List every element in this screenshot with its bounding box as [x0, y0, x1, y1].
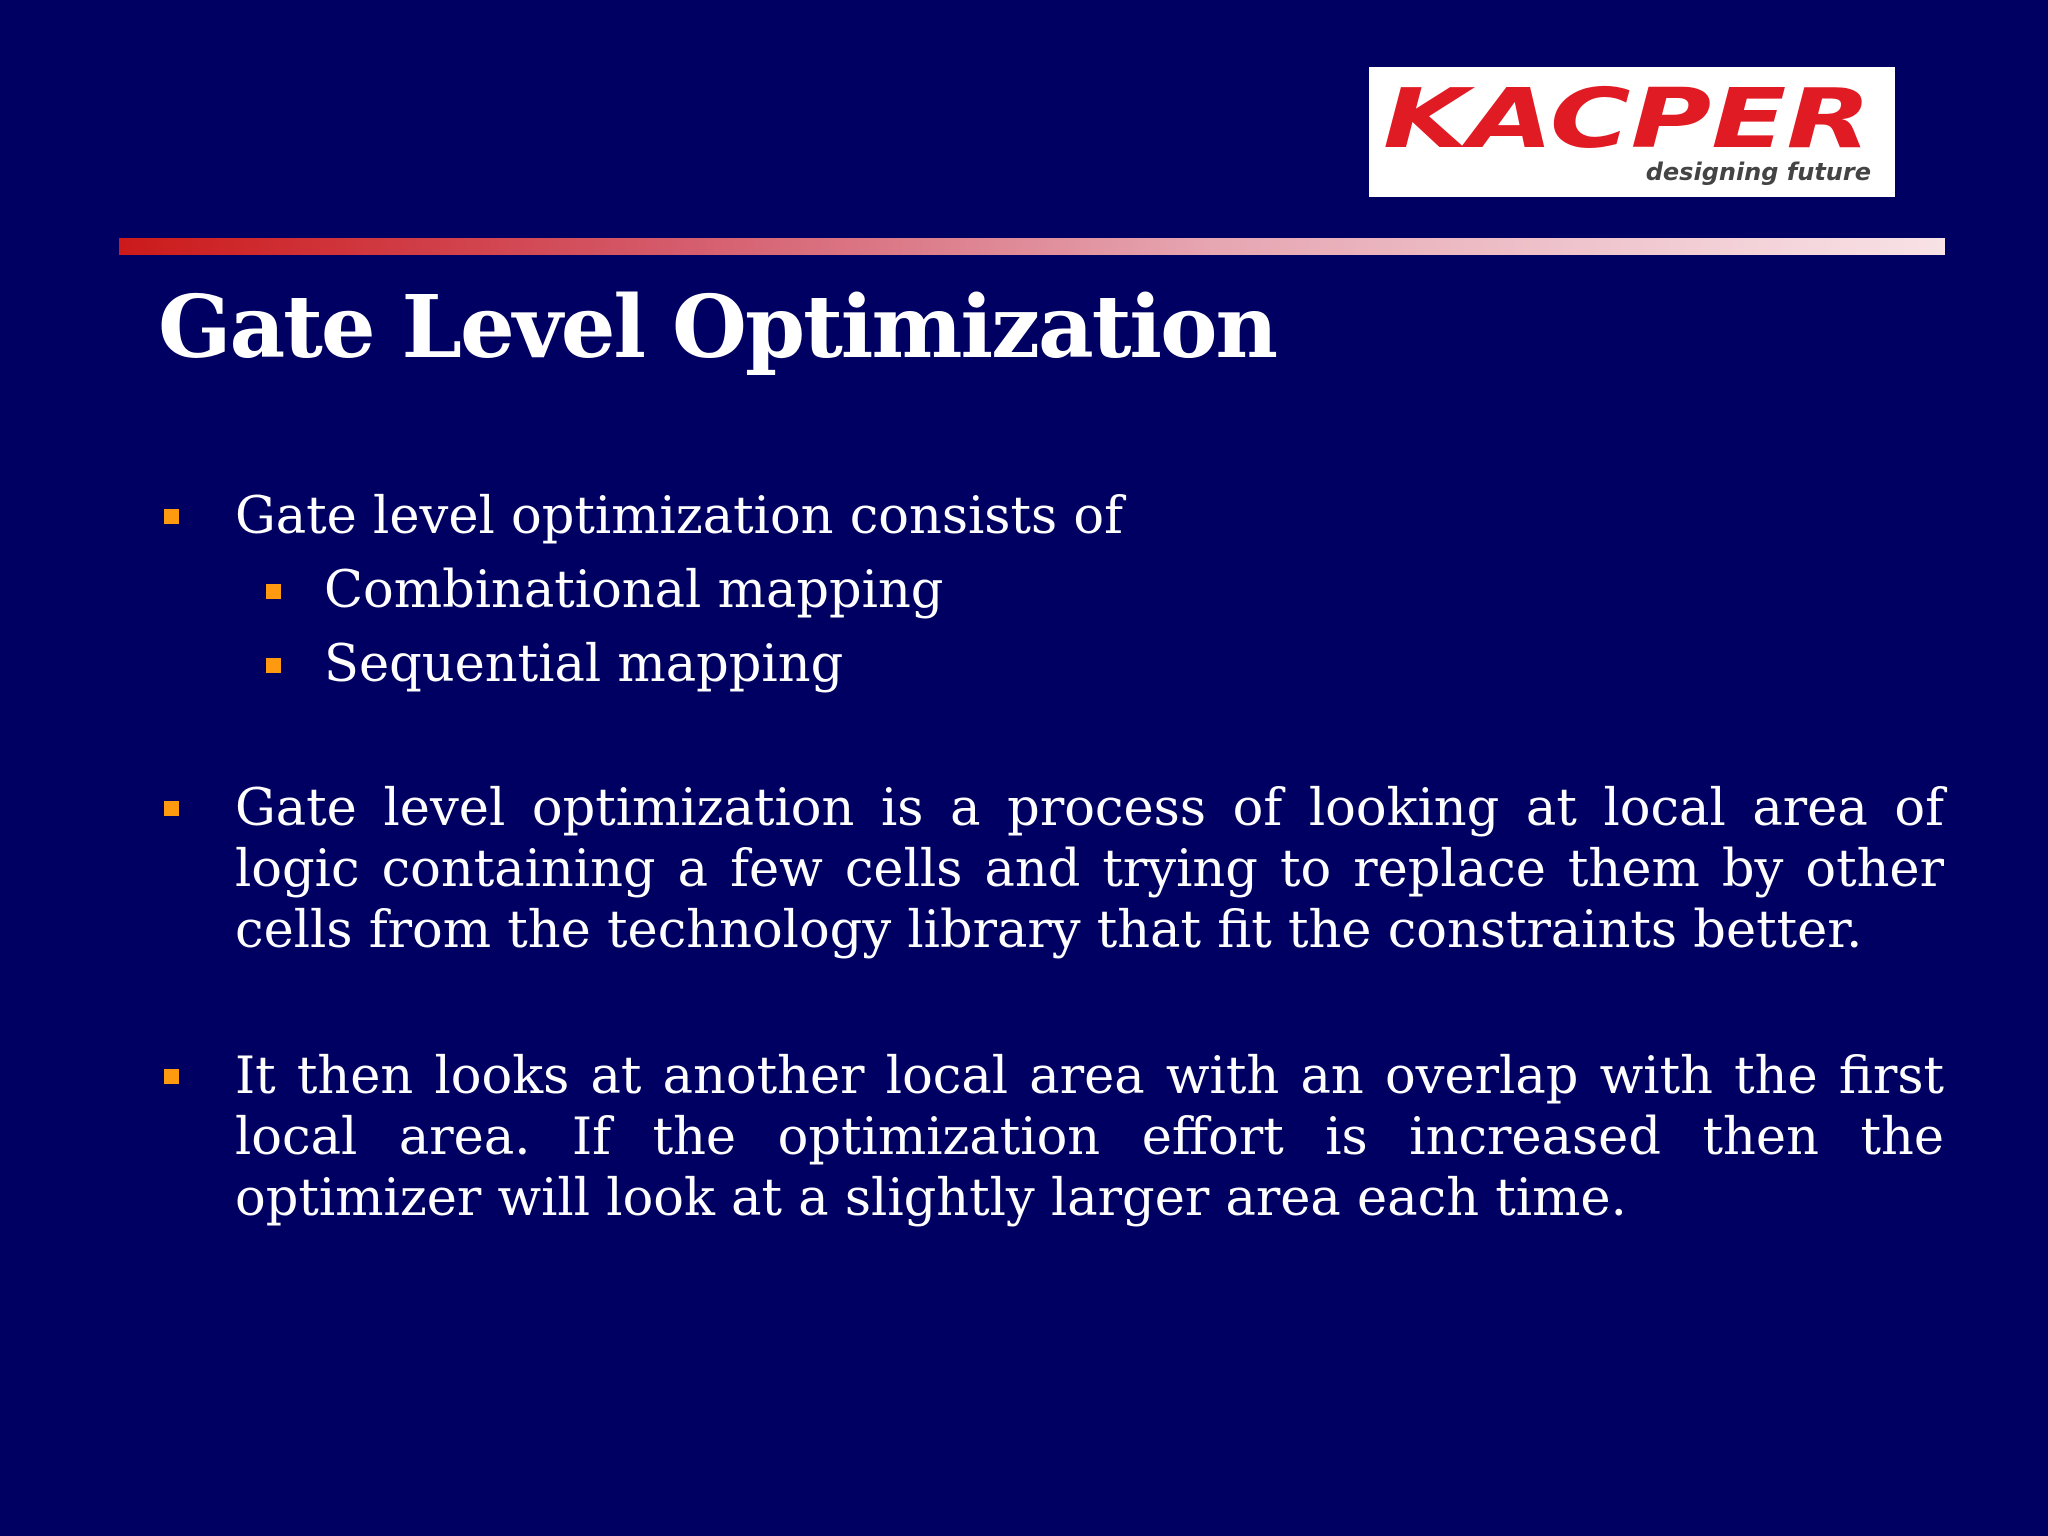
bullet-marker [164, 1069, 179, 1084]
bullet-text: Gate level optimization is a process of looking at local area of logic containing a few cells and trying to replace them by other cells from the technology library that fit the constraints better. [235, 779, 1944, 960]
bullet-item-3 [158, 1046, 1944, 1229]
logo-tagline-text: designing future [1645, 158, 1871, 186]
sub-bullet-text: Combinational mapping [324, 561, 944, 620]
bullet-text: It then looks at another local area with an overlap with the first local area. If the optimization effort is increased then the optimizer will look at a slightly larger area each time. [235, 1047, 1944, 1228]
sub-bullet-item-2 [158, 628, 1944, 702]
sub-bullet-marker [266, 658, 281, 673]
title-divider [119, 238, 1945, 255]
logo-brand-text: KACPER [1383, 72, 1871, 167]
kacper-logo [1369, 67, 1895, 197]
bullet-text: Gate level optimization consists of [235, 487, 1123, 546]
sub-bullet-item-1 [158, 554, 1944, 628]
bullet-item-1 [158, 486, 1944, 548]
slide-title: Gate Level Optimization [158, 277, 1276, 378]
sub-bullet-text: Sequential mapping [324, 635, 844, 694]
bullet-item-2 [158, 778, 1944, 961]
bullet-marker [164, 509, 179, 524]
sub-bullet-marker [266, 584, 281, 599]
slide-content [158, 486, 1944, 1229]
bullet-marker [164, 801, 179, 816]
